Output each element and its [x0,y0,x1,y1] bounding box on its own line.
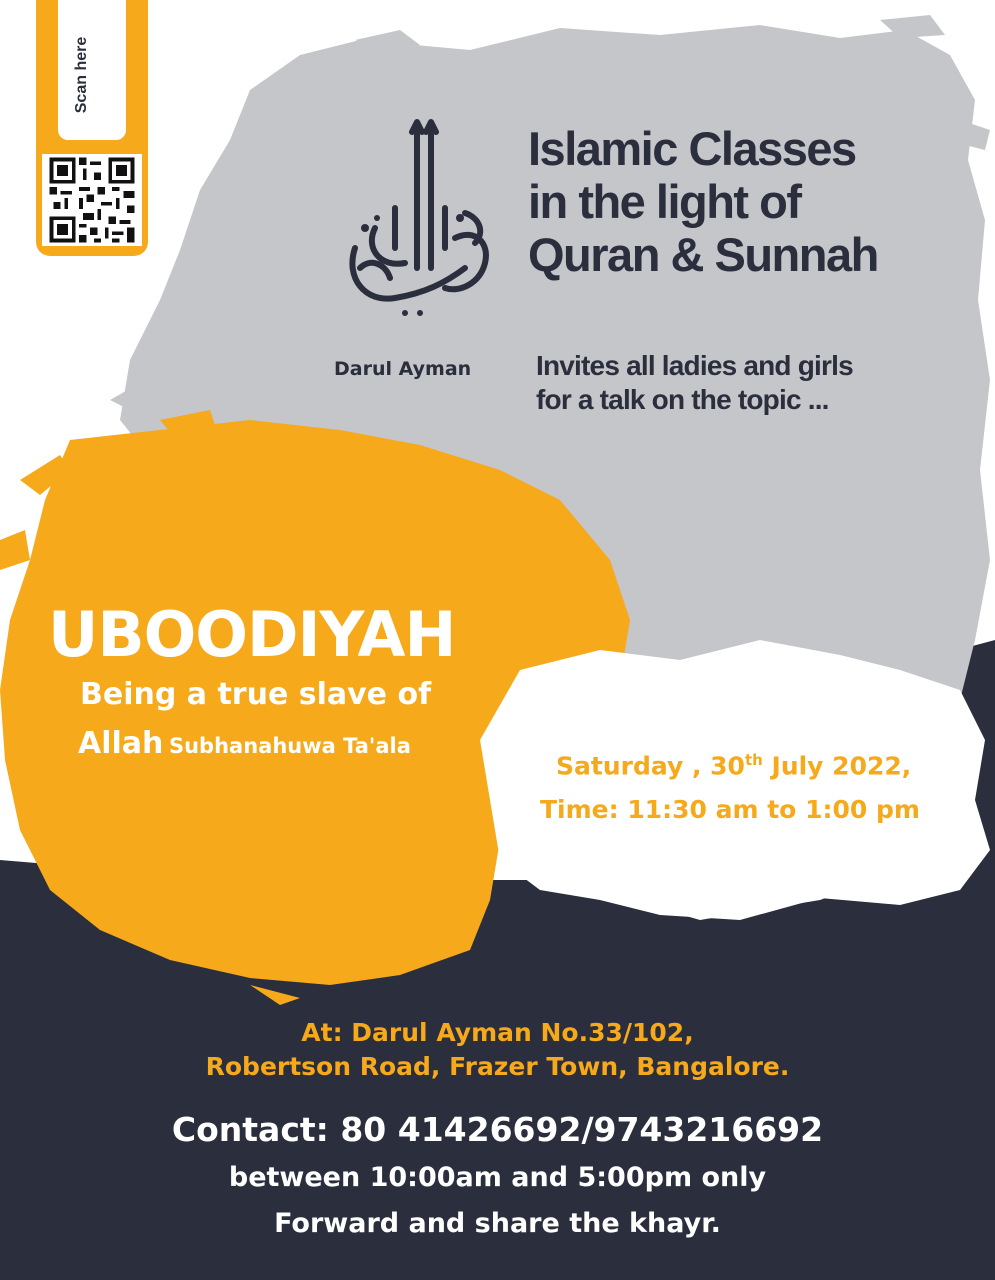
scan-here-label: Scan here [73,36,90,114]
topic-subtitle-line-1: Being a true slave of [80,677,432,712]
allah-text: Allah [78,726,164,761]
org-name: Darul Ayman [334,358,472,380]
event-time: Time: 11:30 am to 1:00 pm [540,795,920,825]
topic-title: UBOODIYAH [48,598,456,671]
date-suffix: July 2022, [762,751,912,781]
invite-line-2: for a talk on the topic ... [536,384,829,415]
qr-label-panel [58,0,126,140]
title-line-3: Quran & Sunnah [528,228,878,281]
darul-ayman-calligraphy-logo [335,118,500,328]
qr-code-icon[interactable] [42,154,142,246]
share-message: Forward and share the khayr. [274,1208,721,1239]
event-date [540,738,980,788]
event-datetime [540,738,980,832]
qr-tab[interactable] [36,0,148,256]
venue-line-1: At: Darul Ayman No.33/102, [301,1018,694,1047]
title-line-2: in the light of [528,175,801,228]
topic-subtitle-line-2 [78,726,411,761]
subhanahuwa-text: Subhanahuwa Ta'ala [168,734,411,758]
contact-hours: between 10:00am and 5:00pm only [228,1162,767,1193]
page-title [528,122,968,281]
venue-line-2: Robertson Road, Frazer Town, Bangalore. [205,1052,790,1081]
contact-numbers[interactable]: Contact: 80 41426692/9743216692 [171,1110,824,1149]
invite-line-1: Invites all ladies and girls [536,350,853,381]
title-line-1: Islamic Classes [528,122,856,175]
date-ordinal: th [744,751,763,769]
venue-address [0,1016,995,1084]
date-prefix: Saturday , 30 [556,751,745,781]
invite-text [536,349,966,417]
